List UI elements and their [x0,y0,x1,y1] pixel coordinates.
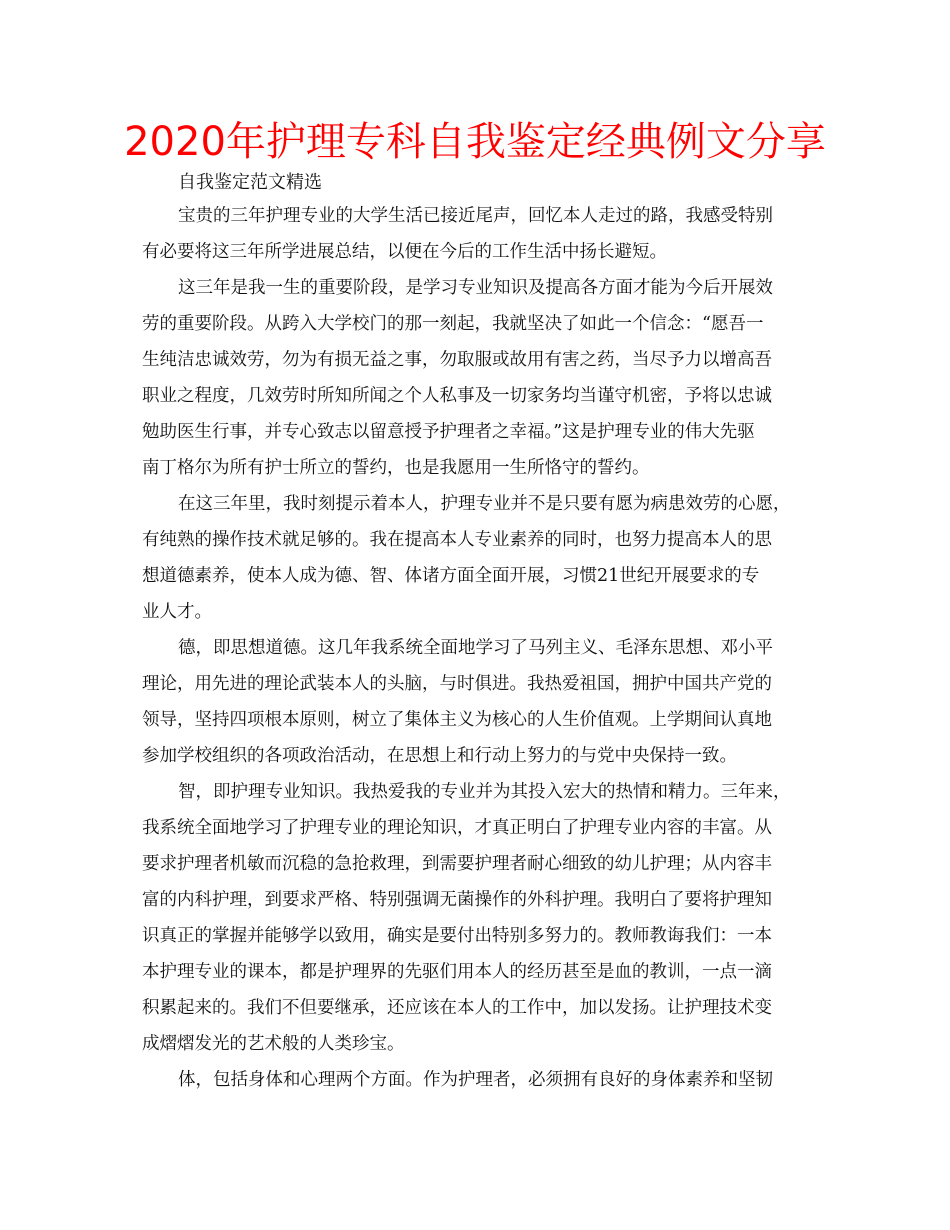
text-line: 成熠熠发光的艺术般的人类珍宝。 [142,1034,405,1054]
text-line: 有纯熟的操作技术就足够的。我在提高本人专业素养的同时，也努力提高本人的思 [142,530,772,550]
text-line: 南丁格尔为所有护士所立的誓约，也是我愿用一生所恪守的誓约。 [142,458,650,478]
text-line: 生纯洁忠诚效劳，勿为有损无益之事，勿取服或故用有害之药，当尽予力以增高吾 [142,350,772,370]
text-line: 勉助医生行事，并专心致志以留意授予护理者之幸福。”这是护理专业的伟大先驱 [142,422,755,442]
text-line: 在这三年里，我时刻提示着本人，护理专业并不是只要有愿为病患效劳的心愿， [178,494,791,514]
text-line: 我系统全面地学习了护理专业的理论知识，才真正明白了护理专业内容的丰富。从 [142,818,772,838]
text-line: 积累起来的。我们不但要继承，还应该在本人的工作中，加以发扬。让护理技术变 [142,998,772,1018]
text-line: 要求护理者机敏而沉稳的急抢救理，到需要护理者耐心细致的幼儿护理；从内容丰 [142,854,772,874]
text-line: 宝贵的三年护理专业的大学生活已接近尾声，回忆本人走过的路，我感受特别 [178,206,773,226]
text-line: 理论，用先进的理论武装本人的头脑，与时俱进。我热爱祖国，拥护中国共产党的 [142,674,772,694]
document-subtitle: 自我鉴定范文精选 [178,172,322,193]
text-line: 体，包括身体和心理两个方面。作为护理者，必须拥有良好的身体素养和坚韧 [178,1070,773,1090]
text-line: 识真正的掌握并能够学以致用，确实是要付出特别多努力的。教师教诲我们：一本 [142,926,772,946]
text-line: 劳的重要阶段。从跨入大学校门的那一刻起，我就坚决了如此一个信念：“愿吾一 [142,314,764,334]
text-line: 有必要将这三年所学进展总结，以便在今后的工作生活中扬长避短。 [142,242,667,262]
text-line: 富的内科护理，到要求严格、特别强调无菌操作的外科护理。我明白了要将护理知 [142,890,772,910]
text-line: 本护理专业的课本，都是护理界的先驱们用本人的经历甚至是血的教训，一点一滴 [142,962,772,982]
text-line: 参加学校组织的各项政治活动，在思想上和行动上努力的与党中央保持一致。 [142,746,737,766]
text-line: 智，即护理专业知识。我热爱我的专业并为其投入宏大的热情和精力。三年来， [178,782,791,802]
text-line: 职业之程度，几效劳时所知所闻之个人私事及一切家务均当谨守机密，予将以忠诚 [142,386,772,406]
document-title: 2020年护理专科自我鉴定经典例文分享 [124,119,826,165]
document-body [142,198,814,1098]
text-line: 这三年是我一生的重要阶段，是学习专业知识及提高各方面才能为今后开展效 [178,278,773,298]
text-line: 德，即思想道德。这几年我系统全面地学习了马列主义、毛泽东思想、邓小平 [178,638,773,658]
text-line: 领导，坚持四项根本原则，树立了集体主义为核心的人生价值观。上学期间认真地 [142,710,772,730]
text-line: 想道德素养，使本人成为德、智、体诸方面全面开展，习惯21世纪开展要求的专 [142,566,760,586]
text-line: 业人才。 [142,602,212,622]
